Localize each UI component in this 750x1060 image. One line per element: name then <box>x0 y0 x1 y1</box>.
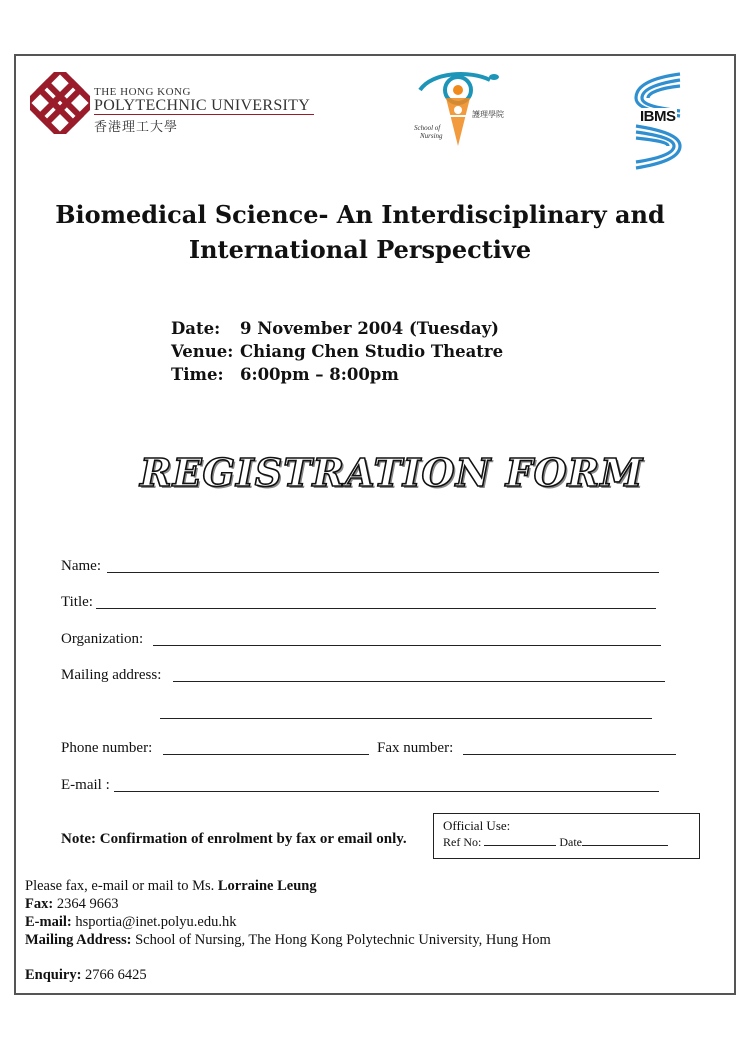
contact-address-row <box>25 932 551 949</box>
contact-fax-value: 2364 9663 <box>56 896 119 912</box>
official-use-box <box>433 813 700 859</box>
event-venue-row <box>171 342 503 361</box>
contact-intro: Please fax, e-mail or mail to Ms. <box>25 878 215 894</box>
organization-label: Organization: <box>61 631 144 647</box>
name-label: Name: <box>61 558 101 574</box>
ibms-label: IBMS <box>640 108 676 125</box>
registration-form-heading: REGISTRATION FORM <box>140 450 644 495</box>
event-date-row <box>171 319 499 338</box>
organization-field[interactable] <box>153 645 661 646</box>
email-field[interactable] <box>114 791 659 792</box>
official-date-label: Date <box>559 835 582 849</box>
contact-email-row <box>25 914 237 931</box>
phone-number-field[interactable] <box>163 754 369 755</box>
event-title-line1: Biomedical Science- An Interdisciplinary and <box>55 200 665 229</box>
official-date-field[interactable] <box>582 836 668 846</box>
contact-fax-row <box>25 896 118 913</box>
contact-enquiry-row <box>25 967 147 984</box>
date-value: 9 November 2004 (Tuesday) <box>240 319 499 338</box>
phone-number-label: Phone number: <box>61 740 153 756</box>
polyu-rule <box>94 114 314 115</box>
official-use-title: Official Use: <box>443 818 511 833</box>
contact-fax-label: Fax: <box>25 896 54 912</box>
event-time-row <box>171 365 399 384</box>
mailing-address-field[interactable] <box>173 681 665 682</box>
mailing-address-label: Mailing address: <box>61 667 162 683</box>
contact-email-value[interactable]: hsportia@inet.polyu.edu.hk <box>75 914 237 930</box>
nursing-text: School of Nursing <box>414 124 443 140</box>
polyu-name-line2: POLYTECHNIC UNIVERSITY <box>94 97 311 114</box>
contact-person: Lorraine Leung <box>217 878 317 894</box>
mailing-address-field-line2[interactable] <box>160 718 652 719</box>
contact-email-label: E-mail: <box>25 914 72 930</box>
title-label: Title: <box>61 594 93 610</box>
polyu-logo <box>30 72 320 136</box>
contact-enquiry-value: 2766 6425 <box>85 967 147 983</box>
time-label: Time: <box>171 365 224 384</box>
polyu-emblem-icon <box>30 72 90 134</box>
event-title-line2: International Perspective <box>188 235 532 264</box>
contact-intro-row <box>25 878 317 895</box>
fax-number-label: Fax number: <box>377 740 454 756</box>
polyu-chinese-name: 香港理工大學 <box>94 120 179 135</box>
venue-label: Venue: <box>171 342 234 361</box>
nursing-chinese-name: 護理學院 <box>472 110 504 119</box>
ibms-logo <box>630 68 686 172</box>
ref-no-field[interactable] <box>484 836 556 846</box>
ref-no-label: Ref No: <box>443 835 482 849</box>
confirmation-note: Note: Confirmation of enrolment by fax or email only. <box>61 831 407 847</box>
name-field[interactable] <box>107 572 659 573</box>
title-field[interactable] <box>96 608 656 609</box>
school-of-nursing-logo <box>410 68 510 158</box>
time-value: 6:00pm – 8:00pm <box>240 365 399 384</box>
official-use-row <box>443 835 668 850</box>
email-label: E-mail : <box>61 777 110 793</box>
contact-enquiry-label: Enquiry: <box>25 967 82 983</box>
venue-value: Chiang Chen Studio Theatre <box>240 342 504 361</box>
date-label: Date: <box>171 319 221 338</box>
contact-address-label: Mailing Address: <box>25 932 132 948</box>
fax-number-field[interactable] <box>463 754 676 755</box>
polyu-name-line1: THE HONG KONG <box>94 86 191 98</box>
contact-address-value: School of Nursing, The Hong Kong Polytechnic University, Hung Hom <box>135 932 551 948</box>
